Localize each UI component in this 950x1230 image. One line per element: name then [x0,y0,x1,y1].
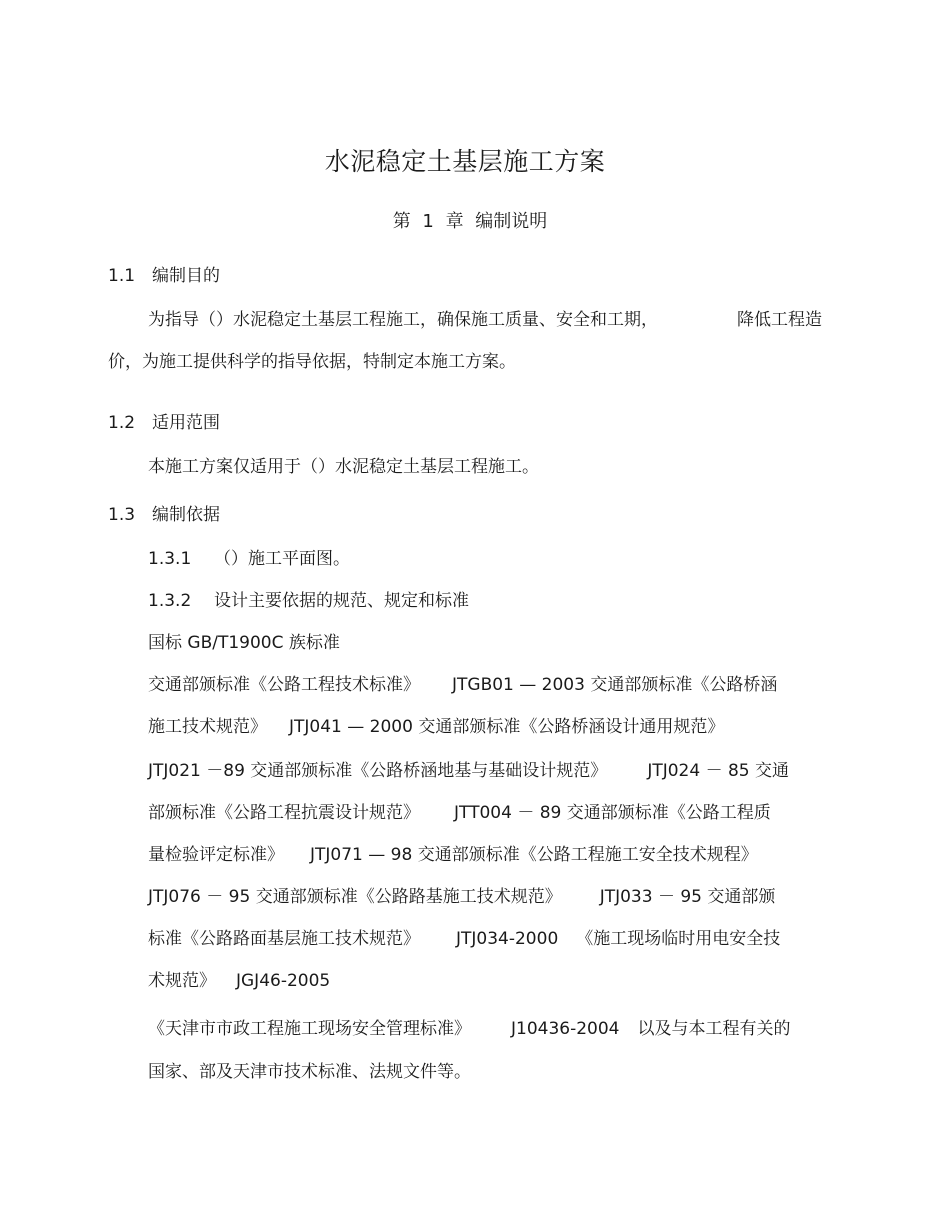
standard-text: JTJ021 －89 交通部颁标准《公路桥涵地基与基础设计规范》 [148,761,608,781]
standard-text: 部颁标准《公路工程抗震设计规范》 [148,803,420,823]
standard-text: 施工技术规范》 [148,717,267,737]
subsection-label: 设计主要依据的规范、规定和标准 [214,591,469,611]
paragraph-text: 降低工程造 [737,310,822,330]
standard-text: 标准《公路路面基层施工技术规范》 [148,929,420,949]
subsection-label: （）施工平面图。 [214,549,350,569]
paragraph-purpose-line-2 [108,351,516,373]
standard-text: 交通部颁标准《公路工程技术标准》 [148,675,420,695]
section-1-1-heading [108,265,220,287]
standard-text: JTJ041 — 2000 交通部颁标准《公路桥涵设计通用规范》 [289,717,725,737]
standard-line [148,632,340,654]
standard-line [148,674,777,696]
section-number: 1.3 [108,505,136,525]
section-1-3-heading [108,504,220,526]
section-label: 编制依据 [152,505,220,525]
standard-text: JTT004 － 89 交通部颁标准《公路工程质 [454,803,771,823]
paragraph-purpose-line-1 [148,309,658,331]
subsection-1-3-1 [148,548,350,570]
standard-line [148,1018,791,1040]
standard-line [148,802,771,824]
standard-text: JTJ034-2000 [456,929,559,949]
standard-text: JTGB01 — 2003 交通部颁标准《公路桥涵 [452,675,778,695]
section-number: 1.1 [108,266,136,286]
chapter-heading: 第 1 章 编制说明 [392,211,548,232]
standard-text: JTJ024 － 85 交通 [647,761,790,781]
standard-text: JGJ46-2005 [236,971,331,991]
section-label: 编制目的 [152,266,220,286]
paragraph-text: 为指导（）水泥稳定土基层工程施工，确保施工质量、安全和工期， [148,310,658,330]
standard-line [148,844,758,866]
section-label: 适用范围 [152,413,220,433]
standard-text: JTJ071 — 98 交通部颁标准《公路工程施工安全技术规程》 [310,845,758,865]
document-title: 水泥稳定土基层施工方案 [324,147,606,176]
standard-line [148,886,775,908]
standard-text: 以及与本工程有关的 [637,1019,791,1039]
paragraph-text: 价，为施工提供科学的指导依据，特制定本施工方案。 [108,352,516,372]
paragraph-text: 本施工方案仅适用于（）水泥稳定土基层工程施工。 [148,457,539,477]
standard-text: J10436-2004 [511,1019,620,1039]
standard-text: 国标 GB/T1900C 族标准 [148,633,340,653]
standard-text: JTJ033 － 95 交通部颁 [599,887,776,907]
paragraph-purpose-line-1-tail [737,309,822,331]
paragraph-scope [148,456,539,478]
subsection-number: 1.3.1 [148,549,192,569]
standard-line [148,716,724,738]
standard-text: 《施工现场临时用电安全技 [576,929,781,949]
standard-line [148,970,330,992]
subsection-number: 1.3.2 [148,591,192,611]
standard-text: 国家、部及天津市技术标准、法规文件等。 [148,1062,471,1082]
standard-line [148,1061,471,1083]
standard-text: 《天津市市政工程施工现场安全管理标准》 [148,1019,471,1039]
standard-text: 量检验评定标准》 [148,845,284,865]
section-number: 1.2 [108,413,136,433]
standard-text: 术规范》 [148,971,216,991]
section-1-2-heading [108,412,220,434]
standard-text: JTJ076 － 95 交通部颁标准《公路路基施工技术规范》 [148,887,562,907]
subsection-1-3-2 [148,590,469,612]
standard-line [148,760,789,782]
standard-line [148,928,780,950]
